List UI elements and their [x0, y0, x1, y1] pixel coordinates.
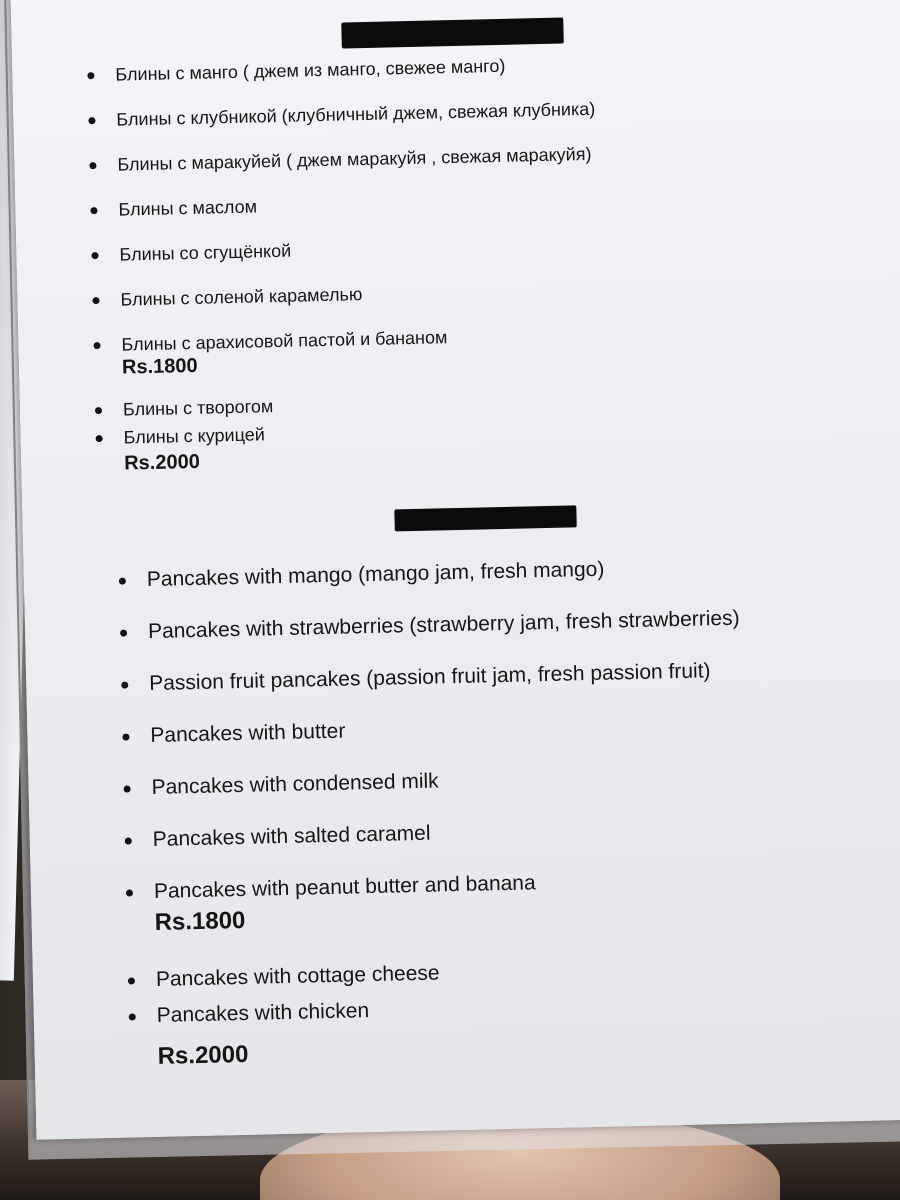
bullet-icon — [119, 578, 126, 585]
redacted-heading-russian — [341, 17, 564, 48]
bullet-icon — [121, 682, 128, 689]
menu-item-label: Блины с манго ( джем из манго, свежее манго) — [115, 55, 506, 85]
bullet-icon — [90, 207, 97, 214]
english-section — [119, 550, 891, 1101]
menu-item-label: Блины с маслом — [118, 196, 258, 220]
menu-item-label: Блины с творогом — [122, 396, 274, 420]
menu-item-label: Блины с соленой карамелью — [120, 284, 363, 310]
price-label: Rs.1800 — [154, 906, 246, 936]
bullet-icon — [124, 785, 131, 792]
bullet-icon — [96, 435, 103, 442]
bullet-icon — [87, 72, 94, 79]
price-label: Rs.2000 — [157, 1040, 249, 1070]
bullet-icon — [122, 733, 129, 740]
menu-item-label: Pancakes with mango (mango jam, fresh mango) — [146, 557, 605, 592]
price-label: Rs.2000 — [123, 450, 201, 475]
menu-item-label: Pancakes with cottage cheese — [155, 961, 440, 991]
bullet-icon — [125, 837, 132, 844]
menu-item-label: Pancakes with chicken — [156, 999, 370, 1027]
bullet-icon — [126, 889, 133, 896]
menu-page — [10, 0, 900, 1140]
menu-item-label: Блины с курицей — [123, 424, 265, 448]
menu-item-label: Блины с арахисовой пастой и бананом — [121, 327, 448, 355]
bullet-icon — [88, 117, 95, 124]
menu-item-label: Pancakes with peanut butter and banana — [153, 871, 536, 903]
price-label: Rs.1800 — [121, 354, 198, 379]
menu-item-label: Pancakes with condensed milk — [151, 769, 439, 799]
bullet-icon — [120, 630, 127, 637]
bullet-icon — [129, 1013, 136, 1020]
bullet-icon — [91, 252, 98, 259]
menu-item-label: Pancakes with salted caramel — [152, 821, 431, 851]
menu-item-label: Pancakes with butter — [150, 719, 346, 748]
bullet-icon — [92, 297, 99, 304]
russian-section — [87, 48, 817, 495]
bullet-icon — [128, 977, 135, 984]
menu-item-label: Блины с маракуйей ( джем маракуйя , свежая маракуйя) — [117, 143, 592, 175]
menu-item-label: Pancakes with strawberries (strawberry jam, fresh strawberries) — [147, 606, 740, 644]
bullet-icon — [95, 407, 102, 414]
redacted-heading-english — [394, 505, 576, 531]
menu-item-label: Блины с клубникой (клубничный джем, свежая клубника) — [116, 98, 596, 130]
bullet-icon — [93, 342, 100, 349]
bullet-icon — [89, 162, 96, 169]
menu-item-label: Passion fruit pancakes (passion fruit jam, fresh passion fruit) — [148, 659, 711, 696]
menu-item-label: Блины со сгущёнкой — [119, 240, 292, 265]
